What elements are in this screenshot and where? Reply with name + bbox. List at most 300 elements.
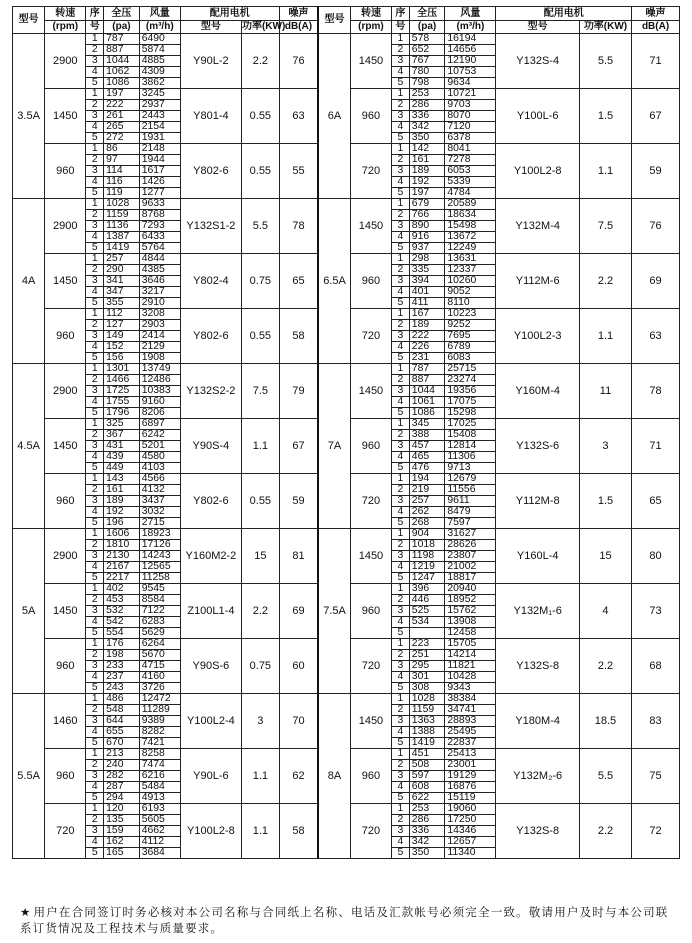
motor-power-cell: 0.55 bbox=[241, 474, 279, 529]
motor-model-cell: Y132S-6 bbox=[496, 419, 579, 474]
seq-cell: 5 bbox=[392, 298, 410, 309]
seq-cell: 4 bbox=[86, 507, 104, 518]
pressure-cell: 119 bbox=[104, 188, 140, 199]
seq-cell: 5 bbox=[392, 518, 410, 529]
flow-cell: 5764 bbox=[139, 243, 180, 254]
header-speed-unit: (rpm) bbox=[45, 21, 86, 34]
pressure-cell: 486 bbox=[104, 694, 140, 705]
speed-cell: 1450 bbox=[350, 529, 391, 584]
speed-cell: 720 bbox=[350, 144, 391, 199]
pressure-cell: 532 bbox=[104, 606, 140, 617]
seq-cell: 2 bbox=[86, 650, 104, 661]
seq-cell: 3 bbox=[392, 276, 410, 287]
seq-cell: 4 bbox=[392, 727, 410, 738]
seq-cell: 4 bbox=[86, 67, 104, 78]
flow-cell: 15119 bbox=[445, 793, 496, 804]
seq-cell: 5 bbox=[86, 573, 104, 584]
speed-cell: 1450 bbox=[45, 584, 86, 639]
flow-cell: 4885 bbox=[139, 56, 180, 67]
speed-cell: 960 bbox=[45, 474, 86, 529]
motor-power-cell: 1.1 bbox=[241, 419, 279, 474]
pressure-cell: 1159 bbox=[104, 210, 140, 221]
seq-cell: 2 bbox=[86, 375, 104, 386]
seq-cell: 1 bbox=[86, 694, 104, 705]
seq-cell: 3 bbox=[392, 551, 410, 562]
pressure-cell: 1086 bbox=[409, 408, 445, 419]
seq-cell: 3 bbox=[392, 661, 410, 672]
motor-model-cell: Y802-6 bbox=[180, 474, 241, 529]
motor-model-cell: Y132M₂-6 bbox=[496, 749, 579, 804]
header-flow-right: 风量 bbox=[445, 7, 496, 21]
flow-cell: 6897 bbox=[139, 419, 180, 430]
seq-cell: 1 bbox=[392, 584, 410, 595]
motor-power-cell: 1.1 bbox=[241, 804, 279, 859]
header-row-1 bbox=[13, 7, 680, 21]
pressure-cell: 165 bbox=[104, 848, 140, 859]
pressure-cell: 197 bbox=[104, 89, 140, 100]
pressure-cell: 268 bbox=[409, 518, 445, 529]
seq-cell: 3 bbox=[392, 771, 410, 782]
seq-cell: 3 bbox=[86, 276, 104, 287]
pressure-cell: 257 bbox=[409, 496, 445, 507]
flow-cell: 11821 bbox=[445, 661, 496, 672]
flow-cell: 18923 bbox=[139, 529, 180, 540]
pressure-cell: 644 bbox=[104, 716, 140, 727]
table-body bbox=[13, 34, 680, 859]
flow-cell: 8258 bbox=[139, 749, 180, 760]
seq-cell: 5 bbox=[392, 408, 410, 419]
seq-cell: 2 bbox=[392, 485, 410, 496]
pressure-cell: 1028 bbox=[104, 199, 140, 210]
flow-cell: 6216 bbox=[139, 771, 180, 782]
table-row bbox=[13, 199, 680, 210]
flow-cell: 10223 bbox=[445, 309, 496, 320]
noise-cell: 67 bbox=[632, 89, 680, 144]
seq-cell: 1 bbox=[392, 529, 410, 540]
flow-cell: 14656 bbox=[445, 45, 496, 56]
noise-cell: 71 bbox=[632, 419, 680, 474]
header-pressure-right: 全压 bbox=[409, 7, 445, 21]
pressure-cell: 1198 bbox=[409, 551, 445, 562]
motor-power-cell: 1.1 bbox=[241, 749, 279, 804]
pressure-cell: 152 bbox=[104, 342, 140, 353]
pressure-cell: 525 bbox=[409, 606, 445, 617]
pressure-cell: 350 bbox=[409, 848, 445, 859]
flow-cell: 4913 bbox=[139, 793, 180, 804]
noise-cell: 58 bbox=[279, 804, 318, 859]
pressure-cell: 237 bbox=[104, 672, 140, 683]
pressure-cell: 114 bbox=[104, 166, 140, 177]
fan-performance-table bbox=[12, 6, 680, 859]
seq-cell: 4 bbox=[392, 177, 410, 188]
flow-cell: 12657 bbox=[445, 837, 496, 848]
table-row bbox=[13, 529, 680, 540]
pressure-cell: 342 bbox=[409, 122, 445, 133]
seq-cell: 1 bbox=[86, 89, 104, 100]
flow-cell: 16194 bbox=[445, 34, 496, 45]
pressure-cell: 2167 bbox=[104, 562, 140, 573]
flow-cell: 8282 bbox=[139, 727, 180, 738]
pressure-cell: 290 bbox=[104, 265, 140, 276]
pressure-cell: 265 bbox=[104, 122, 140, 133]
seq-cell: 2 bbox=[392, 100, 410, 111]
flow-cell: 4844 bbox=[139, 254, 180, 265]
seq-cell: 2 bbox=[86, 320, 104, 331]
header-motor-model-right: 型号 bbox=[496, 21, 579, 34]
seq-cell: 1 bbox=[392, 639, 410, 650]
noise-cell: 81 bbox=[279, 529, 318, 584]
noise-cell: 78 bbox=[632, 364, 680, 419]
pressure-cell: 336 bbox=[409, 826, 445, 837]
noise-cell: 80 bbox=[632, 529, 680, 584]
pressure-cell: 608 bbox=[409, 782, 445, 793]
seq-cell: 3 bbox=[392, 331, 410, 342]
seq-cell: 1 bbox=[392, 144, 410, 155]
flow-cell: 9343 bbox=[445, 683, 496, 694]
flow-cell: 6378 bbox=[445, 133, 496, 144]
flow-cell: 14346 bbox=[445, 826, 496, 837]
pressure-cell: 196 bbox=[104, 518, 140, 529]
flow-cell: 4309 bbox=[139, 67, 180, 78]
motor-model-cell: Y160M2-2 bbox=[180, 529, 241, 584]
seq-cell: 5 bbox=[86, 133, 104, 144]
seq-cell: 4 bbox=[86, 342, 104, 353]
flow-cell: 2903 bbox=[139, 320, 180, 331]
motor-power-cell: 2.2 bbox=[241, 584, 279, 639]
flow-cell: 2910 bbox=[139, 298, 180, 309]
seq-cell: 4 bbox=[86, 727, 104, 738]
speed-cell: 960 bbox=[45, 639, 86, 694]
motor-power-cell: 0.55 bbox=[241, 144, 279, 199]
motor-power-cell: 3 bbox=[241, 694, 279, 749]
seq-cell: 2 bbox=[392, 320, 410, 331]
pressure-cell: 439 bbox=[104, 452, 140, 463]
flow-cell: 2937 bbox=[139, 100, 180, 111]
pressure-cell: 142 bbox=[409, 144, 445, 155]
header-speed: 转速 bbox=[45, 7, 86, 21]
pressure-cell: 798 bbox=[409, 78, 445, 89]
pressure-cell: 401 bbox=[409, 287, 445, 298]
pressure-cell: 272 bbox=[104, 133, 140, 144]
flow-cell: 20940 bbox=[445, 584, 496, 595]
header-speed-unit-right: (rpm) bbox=[350, 21, 391, 34]
header-flow-unit-right: (m³/h) bbox=[445, 21, 496, 34]
flow-cell: 12337 bbox=[445, 265, 496, 276]
flow-cell: 4385 bbox=[139, 265, 180, 276]
motor-model-cell: Y112M-6 bbox=[496, 254, 579, 309]
pressure-cell: 402 bbox=[104, 584, 140, 595]
flow-cell: 1944 bbox=[139, 155, 180, 166]
pressure-cell: 2217 bbox=[104, 573, 140, 584]
pressure-cell: 1388 bbox=[409, 727, 445, 738]
seq-cell: 1 bbox=[392, 89, 410, 100]
header-seq: 序 bbox=[86, 7, 104, 21]
pressure-cell: 1028 bbox=[409, 694, 445, 705]
flow-cell: 4580 bbox=[139, 452, 180, 463]
flow-cell: 7278 bbox=[445, 155, 496, 166]
pressure-cell: 286 bbox=[409, 815, 445, 826]
flow-cell: 18634 bbox=[445, 210, 496, 221]
motor-power-cell: 0.75 bbox=[241, 254, 279, 309]
header-flow-unit: (m³/h) bbox=[139, 21, 180, 34]
seq-cell: 3 bbox=[86, 441, 104, 452]
flow-cell: 11306 bbox=[445, 452, 496, 463]
flow-cell: 1908 bbox=[139, 353, 180, 364]
table-row bbox=[13, 34, 680, 45]
flow-cell: 8479 bbox=[445, 507, 496, 518]
motor-model-cell: Y90S-4 bbox=[180, 419, 241, 474]
pressure-cell: 465 bbox=[409, 452, 445, 463]
seq-cell: 4 bbox=[392, 67, 410, 78]
pressure-cell: 262 bbox=[409, 507, 445, 518]
seq-cell: 4 bbox=[86, 562, 104, 573]
pressure-cell: 1044 bbox=[409, 386, 445, 397]
seq-cell: 1 bbox=[86, 584, 104, 595]
speed-cell: 1450 bbox=[45, 254, 86, 309]
flow-cell: 2443 bbox=[139, 111, 180, 122]
seq-cell: 3 bbox=[392, 496, 410, 507]
flow-cell: 10383 bbox=[139, 386, 180, 397]
pressure-cell: 156 bbox=[104, 353, 140, 364]
flow-cell: 10721 bbox=[445, 89, 496, 100]
pressure-cell: 431 bbox=[104, 441, 140, 452]
pressure-cell: 578 bbox=[409, 34, 445, 45]
flow-cell: 28626 bbox=[445, 540, 496, 551]
motor-power-cell: 1.1 bbox=[579, 144, 631, 199]
seq-cell: 4 bbox=[86, 452, 104, 463]
pressure-cell: 597 bbox=[409, 771, 445, 782]
motor-model-cell: Y132S-4 bbox=[496, 34, 579, 89]
flow-cell: 3437 bbox=[139, 496, 180, 507]
pressure-cell: 766 bbox=[409, 210, 445, 221]
noise-cell: 60 bbox=[279, 639, 318, 694]
flow-cell: 5874 bbox=[139, 45, 180, 56]
pressure-cell bbox=[409, 628, 445, 639]
motor-power-cell: 1.5 bbox=[579, 474, 631, 529]
noise-cell: 65 bbox=[632, 474, 680, 529]
seq-cell: 2 bbox=[86, 100, 104, 111]
header-motor-power-right: 功率(KW) bbox=[579, 21, 631, 34]
flow-cell: 12472 bbox=[139, 694, 180, 705]
seq-cell: 2 bbox=[86, 155, 104, 166]
noise-cell: 55 bbox=[279, 144, 318, 199]
pressure-cell: 767 bbox=[409, 56, 445, 67]
seq-cell: 1 bbox=[86, 749, 104, 760]
flow-cell: 15408 bbox=[445, 430, 496, 441]
seq-cell: 3 bbox=[392, 386, 410, 397]
motor-model-cell: Y100L2-4 bbox=[180, 694, 241, 749]
flow-cell: 23001 bbox=[445, 760, 496, 771]
flow-cell: 6053 bbox=[445, 166, 496, 177]
flow-cell: 4784 bbox=[445, 188, 496, 199]
flow-cell: 8110 bbox=[445, 298, 496, 309]
fan-model-cell: 3.5A bbox=[13, 34, 45, 199]
pressure-cell: 222 bbox=[104, 100, 140, 111]
flow-cell: 13908 bbox=[445, 617, 496, 628]
seq-cell: 4 bbox=[392, 837, 410, 848]
flow-cell: 6242 bbox=[139, 430, 180, 441]
speed-cell: 2900 bbox=[45, 199, 86, 254]
speed-cell: 960 bbox=[350, 89, 391, 144]
seq-cell: 5 bbox=[392, 848, 410, 859]
pressure-cell: 301 bbox=[409, 672, 445, 683]
seq-cell: 3 bbox=[86, 56, 104, 67]
flow-cell: 12565 bbox=[139, 562, 180, 573]
seq-cell: 1 bbox=[86, 364, 104, 375]
flow-cell: 3684 bbox=[139, 848, 180, 859]
flow-cell: 7597 bbox=[445, 518, 496, 529]
pressure-cell: 192 bbox=[104, 507, 140, 518]
flow-cell: 6264 bbox=[139, 639, 180, 650]
noise-cell: 67 bbox=[279, 419, 318, 474]
noise-cell: 59 bbox=[279, 474, 318, 529]
footnote bbox=[20, 905, 680, 937]
seq-cell: 5 bbox=[86, 848, 104, 859]
seq-cell: 3 bbox=[392, 441, 410, 452]
seq-cell: 2 bbox=[392, 705, 410, 716]
motor-model-cell: Y132M₁-6 bbox=[496, 584, 579, 639]
motor-model-cell: Y90L-2 bbox=[180, 34, 241, 89]
pressure-cell: 243 bbox=[104, 683, 140, 694]
flow-cell: 25495 bbox=[445, 727, 496, 738]
speed-cell: 2900 bbox=[45, 364, 86, 419]
pressure-cell: 286 bbox=[409, 100, 445, 111]
flow-cell: 3646 bbox=[139, 276, 180, 287]
pressure-cell: 223 bbox=[409, 639, 445, 650]
seq-cell: 2 bbox=[392, 265, 410, 276]
speed-cell: 1460 bbox=[45, 694, 86, 749]
header-noise-right: 噪声 bbox=[632, 7, 680, 21]
flow-cell: 19060 bbox=[445, 804, 496, 815]
flow-cell: 1426 bbox=[139, 177, 180, 188]
pressure-cell: 240 bbox=[104, 760, 140, 771]
pressure-cell: 1606 bbox=[104, 529, 140, 540]
pressure-cell: 457 bbox=[409, 441, 445, 452]
pressure-cell: 222 bbox=[409, 331, 445, 342]
motor-power-cell: 15 bbox=[579, 529, 631, 584]
noise-cell: 69 bbox=[279, 584, 318, 639]
speed-cell: 720 bbox=[350, 804, 391, 859]
seq-cell: 3 bbox=[86, 661, 104, 672]
seq-cell: 5 bbox=[392, 793, 410, 804]
pressure-cell: 161 bbox=[409, 155, 445, 166]
pressure-cell: 213 bbox=[104, 749, 140, 760]
pressure-cell: 355 bbox=[104, 298, 140, 309]
pressure-cell: 335 bbox=[409, 265, 445, 276]
flow-cell: 3245 bbox=[139, 89, 180, 100]
flow-cell: 25715 bbox=[445, 364, 496, 375]
seq-cell: 5 bbox=[86, 738, 104, 749]
seq-cell: 1 bbox=[392, 199, 410, 210]
pressure-cell: 1062 bbox=[104, 67, 140, 78]
flow-cell: 10753 bbox=[445, 67, 496, 78]
fan-model-cell: 7A bbox=[318, 364, 350, 529]
flow-cell: 6083 bbox=[445, 353, 496, 364]
pressure-cell: 86 bbox=[104, 144, 140, 155]
flow-cell: 4160 bbox=[139, 672, 180, 683]
flow-cell: 4132 bbox=[139, 485, 180, 496]
flow-cell: 2148 bbox=[139, 144, 180, 155]
motor-power-cell: 0.55 bbox=[241, 309, 279, 364]
noise-cell: 65 bbox=[279, 254, 318, 309]
seq-cell: 2 bbox=[392, 155, 410, 166]
motor-model-cell: Y100L2-8 bbox=[496, 144, 579, 199]
pressure-cell: 890 bbox=[409, 221, 445, 232]
flow-cell: 17075 bbox=[445, 397, 496, 408]
seq-cell: 1 bbox=[86, 144, 104, 155]
flow-cell: 28893 bbox=[445, 716, 496, 727]
seq-cell: 1 bbox=[392, 804, 410, 815]
seq-cell: 3 bbox=[86, 551, 104, 562]
flow-cell: 2129 bbox=[139, 342, 180, 353]
flow-cell: 9389 bbox=[139, 716, 180, 727]
seq-cell: 5 bbox=[392, 78, 410, 89]
seq-cell: 5 bbox=[392, 628, 410, 639]
noise-cell: 69 bbox=[632, 254, 680, 309]
flow-cell: 4566 bbox=[139, 474, 180, 485]
flow-cell: 17250 bbox=[445, 815, 496, 826]
pressure-cell: 1044 bbox=[104, 56, 140, 67]
flow-cell: 18952 bbox=[445, 595, 496, 606]
flow-cell: 6789 bbox=[445, 342, 496, 353]
pressure-cell: 308 bbox=[409, 683, 445, 694]
pressure-cell: 449 bbox=[104, 463, 140, 474]
header-motor: 配用电机 bbox=[180, 7, 279, 21]
pressure-cell: 194 bbox=[409, 474, 445, 485]
speed-cell: 1450 bbox=[350, 199, 391, 254]
seq-cell: 2 bbox=[392, 375, 410, 386]
motor-power-cell: 2.2 bbox=[579, 254, 631, 309]
header-motor-model: 型号 bbox=[180, 21, 241, 34]
seq-cell: 1 bbox=[392, 749, 410, 760]
pressure-cell: 1725 bbox=[104, 386, 140, 397]
seq-cell: 1 bbox=[392, 309, 410, 320]
noise-cell: 76 bbox=[279, 34, 318, 89]
seq-cell: 1 bbox=[392, 694, 410, 705]
flow-cell: 9160 bbox=[139, 397, 180, 408]
speed-cell: 720 bbox=[350, 639, 391, 694]
flow-cell: 15705 bbox=[445, 639, 496, 650]
flow-cell: 6490 bbox=[139, 34, 180, 45]
seq-cell: 3 bbox=[392, 826, 410, 837]
seq-cell: 5 bbox=[86, 188, 104, 199]
flow-cell: 9611 bbox=[445, 496, 496, 507]
seq-cell: 3 bbox=[86, 111, 104, 122]
motor-model-cell: Y801-4 bbox=[180, 89, 241, 144]
pressure-cell: 1219 bbox=[409, 562, 445, 573]
speed-cell: 720 bbox=[45, 804, 86, 859]
motor-model-cell: Z100L1-4 bbox=[180, 584, 241, 639]
pressure-cell: 388 bbox=[409, 430, 445, 441]
pressure-cell: 1387 bbox=[104, 232, 140, 243]
flow-cell: 3726 bbox=[139, 683, 180, 694]
header-model-right: 型号 bbox=[318, 7, 350, 34]
flow-cell: 7293 bbox=[139, 221, 180, 232]
pressure-cell: 233 bbox=[104, 661, 140, 672]
seq-cell: 4 bbox=[86, 287, 104, 298]
header-pressure-unit-right: (pa) bbox=[409, 21, 445, 34]
pressure-cell: 1086 bbox=[104, 78, 140, 89]
speed-cell: 1450 bbox=[45, 89, 86, 144]
flow-cell: 15298 bbox=[445, 408, 496, 419]
pressure-cell: 1810 bbox=[104, 540, 140, 551]
seq-cell: 2 bbox=[86, 540, 104, 551]
seq-cell: 2 bbox=[392, 45, 410, 56]
flow-cell: 15762 bbox=[445, 606, 496, 617]
flow-cell: 17025 bbox=[445, 419, 496, 430]
seq-cell: 1 bbox=[392, 254, 410, 265]
noise-cell: 62 bbox=[279, 749, 318, 804]
